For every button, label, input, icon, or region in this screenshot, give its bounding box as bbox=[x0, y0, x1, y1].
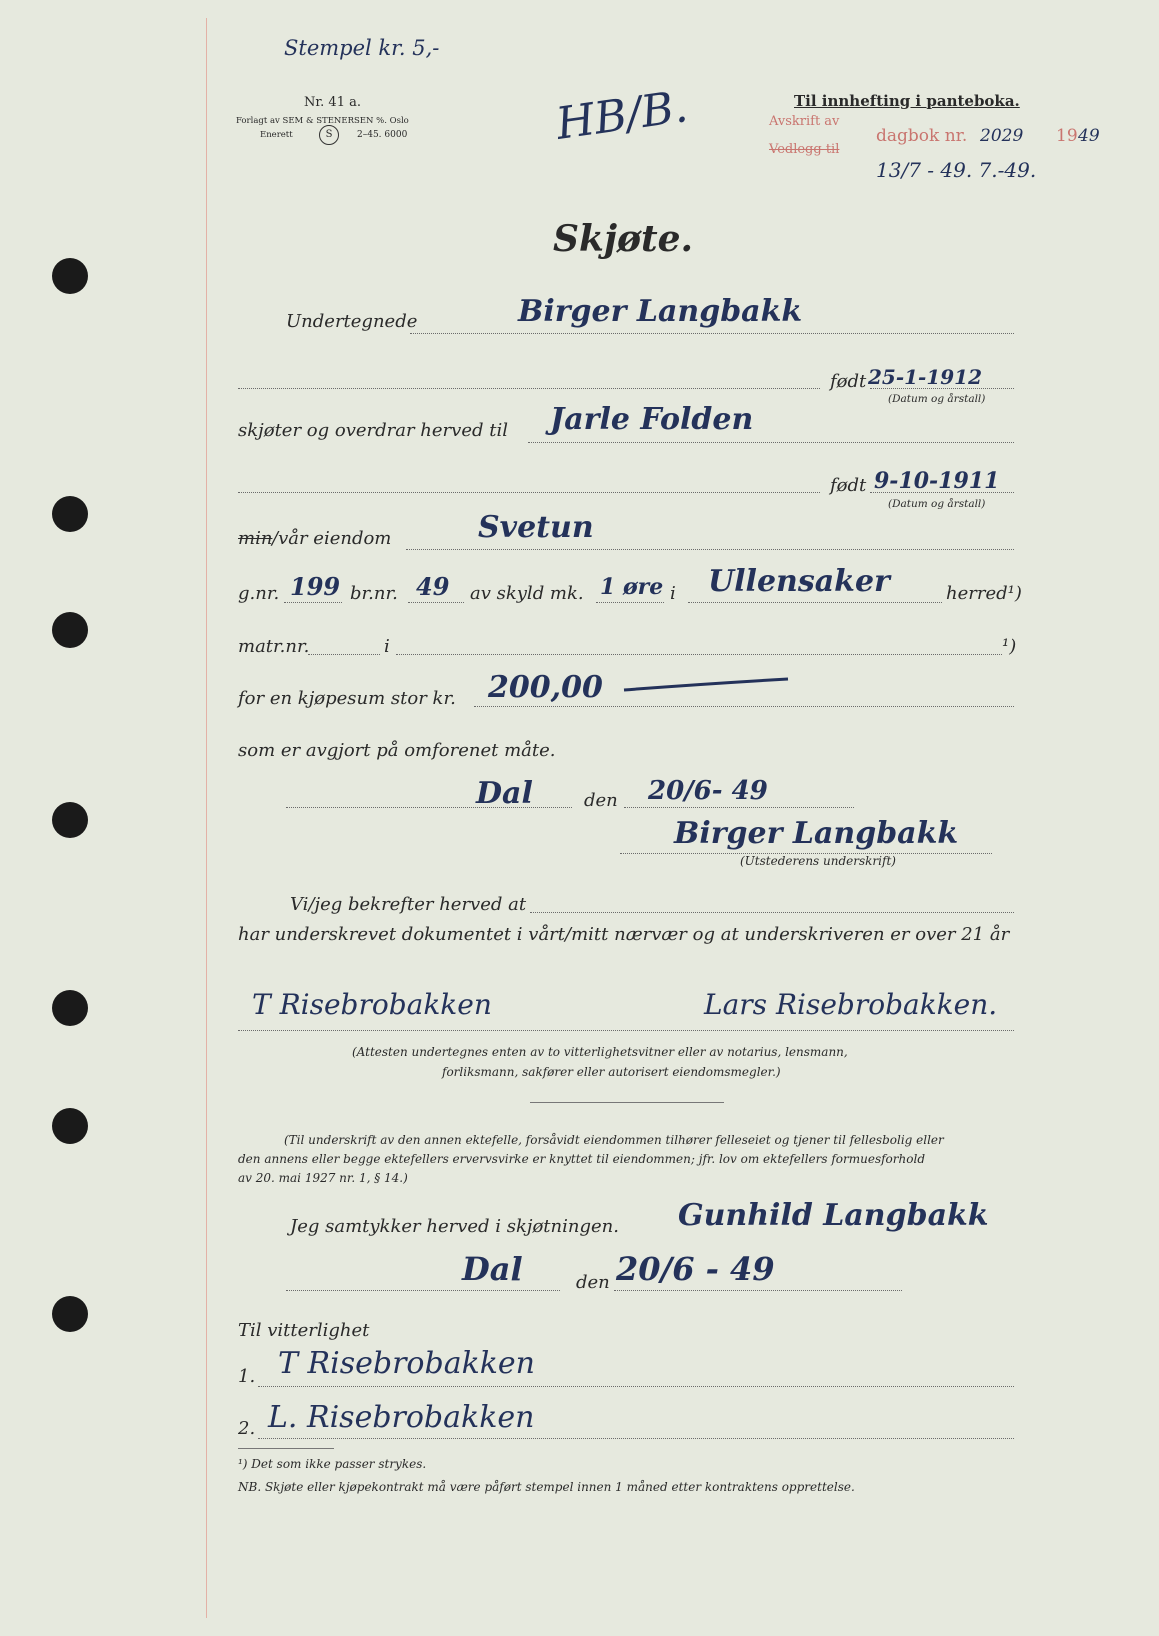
stamp-avskrift: Avskrift av bbox=[769, 114, 840, 129]
skyld-value: 1 øre bbox=[600, 574, 664, 600]
born-2-value: 9-10-1911 bbox=[874, 468, 1000, 494]
punch-hole bbox=[52, 1108, 88, 1144]
den-label-2: den bbox=[576, 1272, 610, 1293]
fill-line bbox=[286, 1290, 560, 1291]
born-1-value: 25-1-1912 bbox=[868, 365, 983, 389]
punch-hole bbox=[52, 496, 88, 532]
consent-label: Jeg samtykker herved i skjøtningen. bbox=[290, 1216, 619, 1237]
matr-end: ¹) bbox=[1002, 636, 1017, 657]
place-2-value: Dal bbox=[462, 1250, 523, 1288]
print-code: 2–45. 6000 bbox=[357, 130, 408, 140]
matr-i: i bbox=[384, 636, 390, 657]
right-title: Til innhefting i panteboka. bbox=[794, 92, 1020, 110]
confirm-line-2: har underskrevet dokumentet i vårt/mitt nærvær og at underskriveren er over 21 år bbox=[238, 924, 1010, 945]
fill-line bbox=[530, 912, 1014, 913]
herred-label: herred¹) bbox=[946, 583, 1022, 604]
fill-line bbox=[406, 549, 1014, 550]
date-caption: (Datum og årstall) bbox=[888, 393, 986, 405]
property-value: Svetun bbox=[478, 510, 594, 545]
fill-line bbox=[238, 1030, 1014, 1031]
signature-caption: (Utstederens underskrift) bbox=[740, 854, 896, 868]
born-label-2: født bbox=[830, 475, 867, 496]
stamp-dagbok: dagbok nr. bbox=[876, 126, 968, 146]
fill-line bbox=[410, 333, 1014, 334]
settled-text: som er avgjort på omforenet måte. bbox=[238, 740, 556, 761]
undersigned-label: Undertegnede bbox=[286, 311, 418, 332]
attest-note-1: (Attesten undertegnes enten av to vitterlighetsvitner eller av notarius, lensmann, bbox=[352, 1045, 848, 1059]
witness-a: T Risebrobakken bbox=[252, 988, 492, 1021]
stamp-year: 49 bbox=[1078, 126, 1100, 146]
price-dash-stroke bbox=[622, 676, 792, 696]
footnote-1: ¹) Det som ikke passer strykes. bbox=[238, 1457, 427, 1471]
fill-line bbox=[614, 1290, 902, 1291]
attest-note-2: forliksmann, sakfører eller autorisert eiendomsmegler.) bbox=[442, 1065, 781, 1079]
recipient-value: Jarle Folden bbox=[550, 402, 754, 437]
stamp-year-prefix: 19 bbox=[1056, 126, 1078, 146]
publisher-logo-icon: S bbox=[319, 125, 339, 145]
fill-line bbox=[308, 654, 380, 655]
fill-line bbox=[408, 602, 464, 603]
page-title: Skjøte. bbox=[553, 218, 694, 260]
margin-rule bbox=[206, 18, 207, 1618]
initials: HB/B. bbox=[553, 81, 691, 150]
date-2-value: 20/6 - 49 bbox=[616, 1250, 775, 1288]
fill-line bbox=[258, 1386, 1014, 1387]
witness-1-number: 1. bbox=[238, 1366, 256, 1387]
consent-signature: Gunhild Langbakk bbox=[678, 1198, 989, 1233]
undersigned-value: Birger Langbakk bbox=[518, 294, 803, 329]
born-label: født bbox=[830, 371, 867, 392]
dagbok-number: 2029 bbox=[980, 126, 1024, 146]
fill-line bbox=[258, 1438, 1014, 1439]
witness-heading: Til vitterlighet bbox=[238, 1320, 370, 1341]
gnr-label: g.nr. bbox=[238, 583, 280, 604]
matr-label: matr.nr. bbox=[238, 636, 310, 657]
property-min: min bbox=[238, 528, 273, 549]
punch-hole bbox=[52, 612, 88, 648]
spouse-note-1: (Til underskrift av den annen ektefelle, forsåvidt eiendommen tilhører felleseiet og tjener til fellesbolig eller bbox=[284, 1133, 944, 1147]
fill-line bbox=[528, 442, 1014, 443]
fill-line bbox=[624, 807, 854, 808]
registration-dates: 13/7 - 49. 7.-49. bbox=[876, 158, 1037, 182]
fill-line bbox=[688, 602, 942, 603]
divider bbox=[530, 1102, 724, 1103]
form-number: Nr. 41 a. bbox=[304, 95, 361, 110]
publisher-line: Forlagt av SEM & STENERSEN %. Oslo bbox=[236, 116, 409, 126]
stamp-vedlegg: Vedlegg til bbox=[769, 142, 840, 157]
footnote-2: NB. Skjøte eller kjøpekontrakt må være påført stempel innen 1 måned etter kontraktens opprettelse. bbox=[238, 1480, 855, 1494]
witness-1-value: T Risebrobakken bbox=[278, 1346, 536, 1381]
fill-line bbox=[238, 492, 820, 493]
punch-hole bbox=[52, 802, 88, 838]
publisher-line-2: Enerett bbox=[260, 130, 293, 140]
signature: Birger Langbakk bbox=[674, 816, 959, 851]
skyld-label: av skyld mk. bbox=[470, 583, 584, 604]
confirm-line-1: Vi/jeg bekrefter herved at bbox=[290, 894, 527, 915]
date-value: 20/6- 49 bbox=[648, 776, 768, 806]
herred-value: Ullensaker bbox=[708, 564, 890, 599]
i-label: i bbox=[670, 583, 676, 604]
witness-2-number: 2. bbox=[238, 1418, 256, 1439]
bnr-label: br.nr. bbox=[350, 583, 398, 604]
transfer-label: skjøter og overdrar herved til bbox=[238, 420, 508, 441]
fill-line bbox=[474, 706, 1014, 707]
fill-line bbox=[396, 654, 1002, 655]
gnr-value: 199 bbox=[290, 572, 341, 601]
punch-hole bbox=[52, 990, 88, 1026]
price-value: 200,00 bbox=[488, 670, 603, 705]
fill-line bbox=[284, 602, 342, 603]
footnote-divider bbox=[238, 1448, 334, 1449]
place-value: Dal bbox=[476, 776, 533, 811]
bnr-value: 49 bbox=[416, 572, 450, 601]
spouse-note-2: den annens eller begge ektefellers ervervsvirke er knyttet til eiendommen; jfr. lov om ektefellers formuesforhold bbox=[238, 1152, 925, 1166]
property-label: /vår eiendom bbox=[272, 528, 392, 549]
price-label: for en kjøpesum stor kr. bbox=[238, 688, 456, 709]
date-caption-2: (Datum og årstall) bbox=[888, 498, 986, 510]
punch-hole bbox=[52, 1296, 88, 1332]
den-label: den bbox=[584, 790, 618, 811]
punch-hole bbox=[52, 258, 88, 294]
spouse-note-3: av 20. mai 1927 nr. 1, § 14.) bbox=[238, 1171, 408, 1185]
witness-b: Lars Risebrobakken. bbox=[704, 988, 998, 1021]
fill-line bbox=[238, 388, 820, 389]
fill-line bbox=[596, 602, 664, 603]
stamp-note: Stempel kr. 5,- bbox=[284, 36, 440, 60]
witness-2-value: L. Risebrobakken bbox=[268, 1400, 535, 1435]
